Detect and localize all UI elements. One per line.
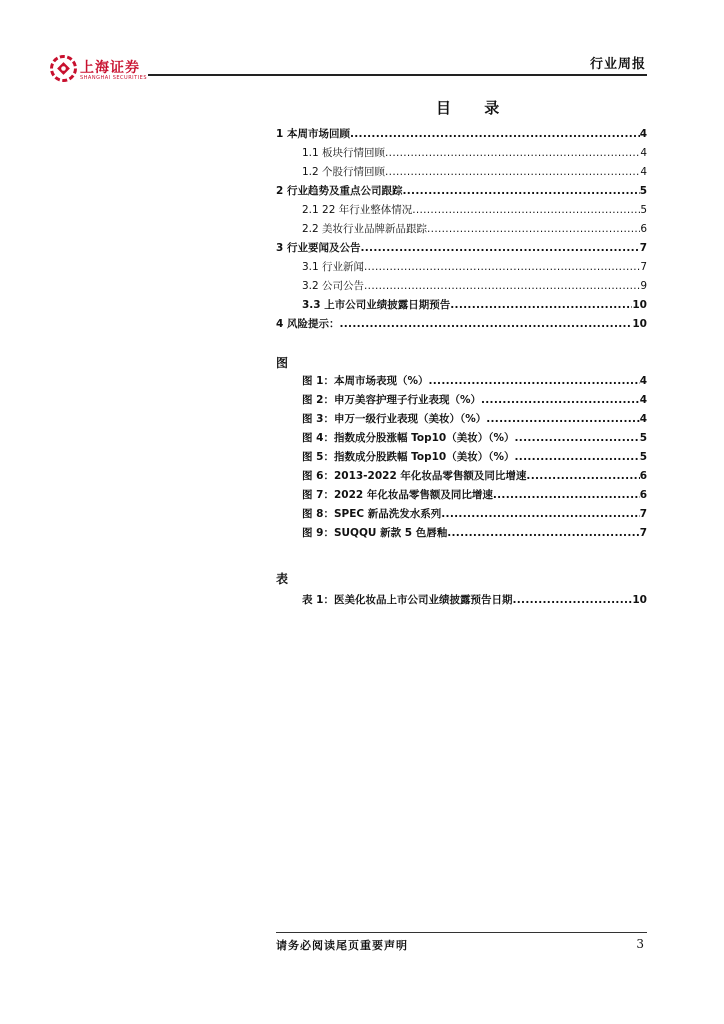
company-name-cn: 上海证券 xyxy=(80,60,140,76)
dot-leader xyxy=(428,374,639,388)
figure-entry[interactable]: 图 4：指数成分股涨幅 Top10（美妆）（%） ..... 5 xyxy=(302,431,647,445)
dot-leader xyxy=(339,317,632,331)
report-type: 行业周报 xyxy=(589,57,646,72)
toc-entry[interactable]: 2.1 22 年行业整体情况 ..... 5 xyxy=(302,203,647,217)
dot-leader xyxy=(515,450,640,464)
dot-leader xyxy=(427,222,640,236)
toc-entry[interactable]: 4 风险提示： ..... 10 xyxy=(276,317,647,331)
company-logo xyxy=(50,55,180,83)
toc-entry[interactable]: 1 本周市场回顾 ..... 4 xyxy=(276,127,647,141)
figure-entry[interactable]: 图 7：2022 年化妆品零售额及同比增速 ..... 6 xyxy=(302,488,647,502)
figure-entry[interactable]: 图 1：本周市场表现（%） ..... 4 xyxy=(302,374,647,388)
dot-leader xyxy=(447,526,639,540)
toc-entry[interactable]: 1.1 板块行情回顾 ..... 4 xyxy=(302,146,647,160)
dot-leader xyxy=(515,431,640,445)
dot-leader xyxy=(481,393,640,407)
figure-entry[interactable]: 图 6：2013-2022 年化妆品零售额及同比增速 ..... 6 xyxy=(302,469,647,483)
dot-leader xyxy=(364,279,640,293)
dot-leader xyxy=(493,488,640,502)
dot-leader xyxy=(360,241,639,255)
figure-entry[interactable]: 图 5：指数成分股跌幅 Top10（美妆）（%） ..... 5 xyxy=(302,450,647,464)
dot-leader xyxy=(512,593,632,607)
header-divider xyxy=(148,74,647,76)
toc-entry[interactable]: 3.1 行业新闻 ..... 7 xyxy=(302,260,647,274)
page-number: 3 xyxy=(636,937,644,951)
disclaimer-note: 请务必阅读尾页重要声明 xyxy=(276,939,408,952)
company-name-en: SHANGHAI SECURITIES xyxy=(80,75,148,81)
dot-leader xyxy=(402,184,639,198)
dot-leader xyxy=(450,298,632,312)
figure-entry[interactable]: 图 9：SUQQU 新款 5 色唇釉 ..... 7 xyxy=(302,526,647,540)
toc-entry[interactable]: 2.2 美妆行业品牌新品跟踪 ..... 6 xyxy=(302,222,647,236)
toc-entry[interactable]: 2 行业趋势及重点公司跟踪 ..... 5 xyxy=(276,184,647,198)
figure-entry[interactable]: 图 2：申万美容护理子行业表现（%） ..... 4 xyxy=(302,393,647,407)
toc-entry[interactable]: 1.2 个股行情回顾 ..... 4 xyxy=(302,165,647,179)
dot-leader xyxy=(364,260,640,274)
dot-leader xyxy=(486,412,639,426)
dot-leader xyxy=(412,203,640,217)
figures-heading: 图 xyxy=(276,356,289,370)
toc-entry[interactable]: 3.2 公司公告 ..... 9 xyxy=(302,279,647,293)
toc-entry[interactable]: 3.3 上市公司业绩披露日期预告 ..... 10 xyxy=(302,298,647,312)
toc-entry[interactable]: 3 行业要闻及公告 ..... 7 xyxy=(276,241,647,255)
figure-entry[interactable]: 图 8：SPEC 新品洗发水系列 ..... 7 xyxy=(302,507,647,521)
footer-divider xyxy=(276,932,647,933)
table-entry[interactable]: 表 1：医美化妆品上市公司业绩披露预告日期 ..... 10 xyxy=(302,593,647,607)
shanghai-securities-logo-icon xyxy=(50,55,77,82)
dot-leader xyxy=(441,507,639,521)
dot-leader xyxy=(385,146,640,160)
dot-leader xyxy=(350,127,640,141)
tables-heading: 表 xyxy=(276,572,289,586)
dot-leader xyxy=(385,165,640,179)
dot-leader xyxy=(526,469,639,483)
figure-entry[interactable]: 图 3：申万一级行业表现（美妆）（%） ..... 4 xyxy=(302,412,647,426)
toc-title: 目 录 xyxy=(436,99,514,117)
